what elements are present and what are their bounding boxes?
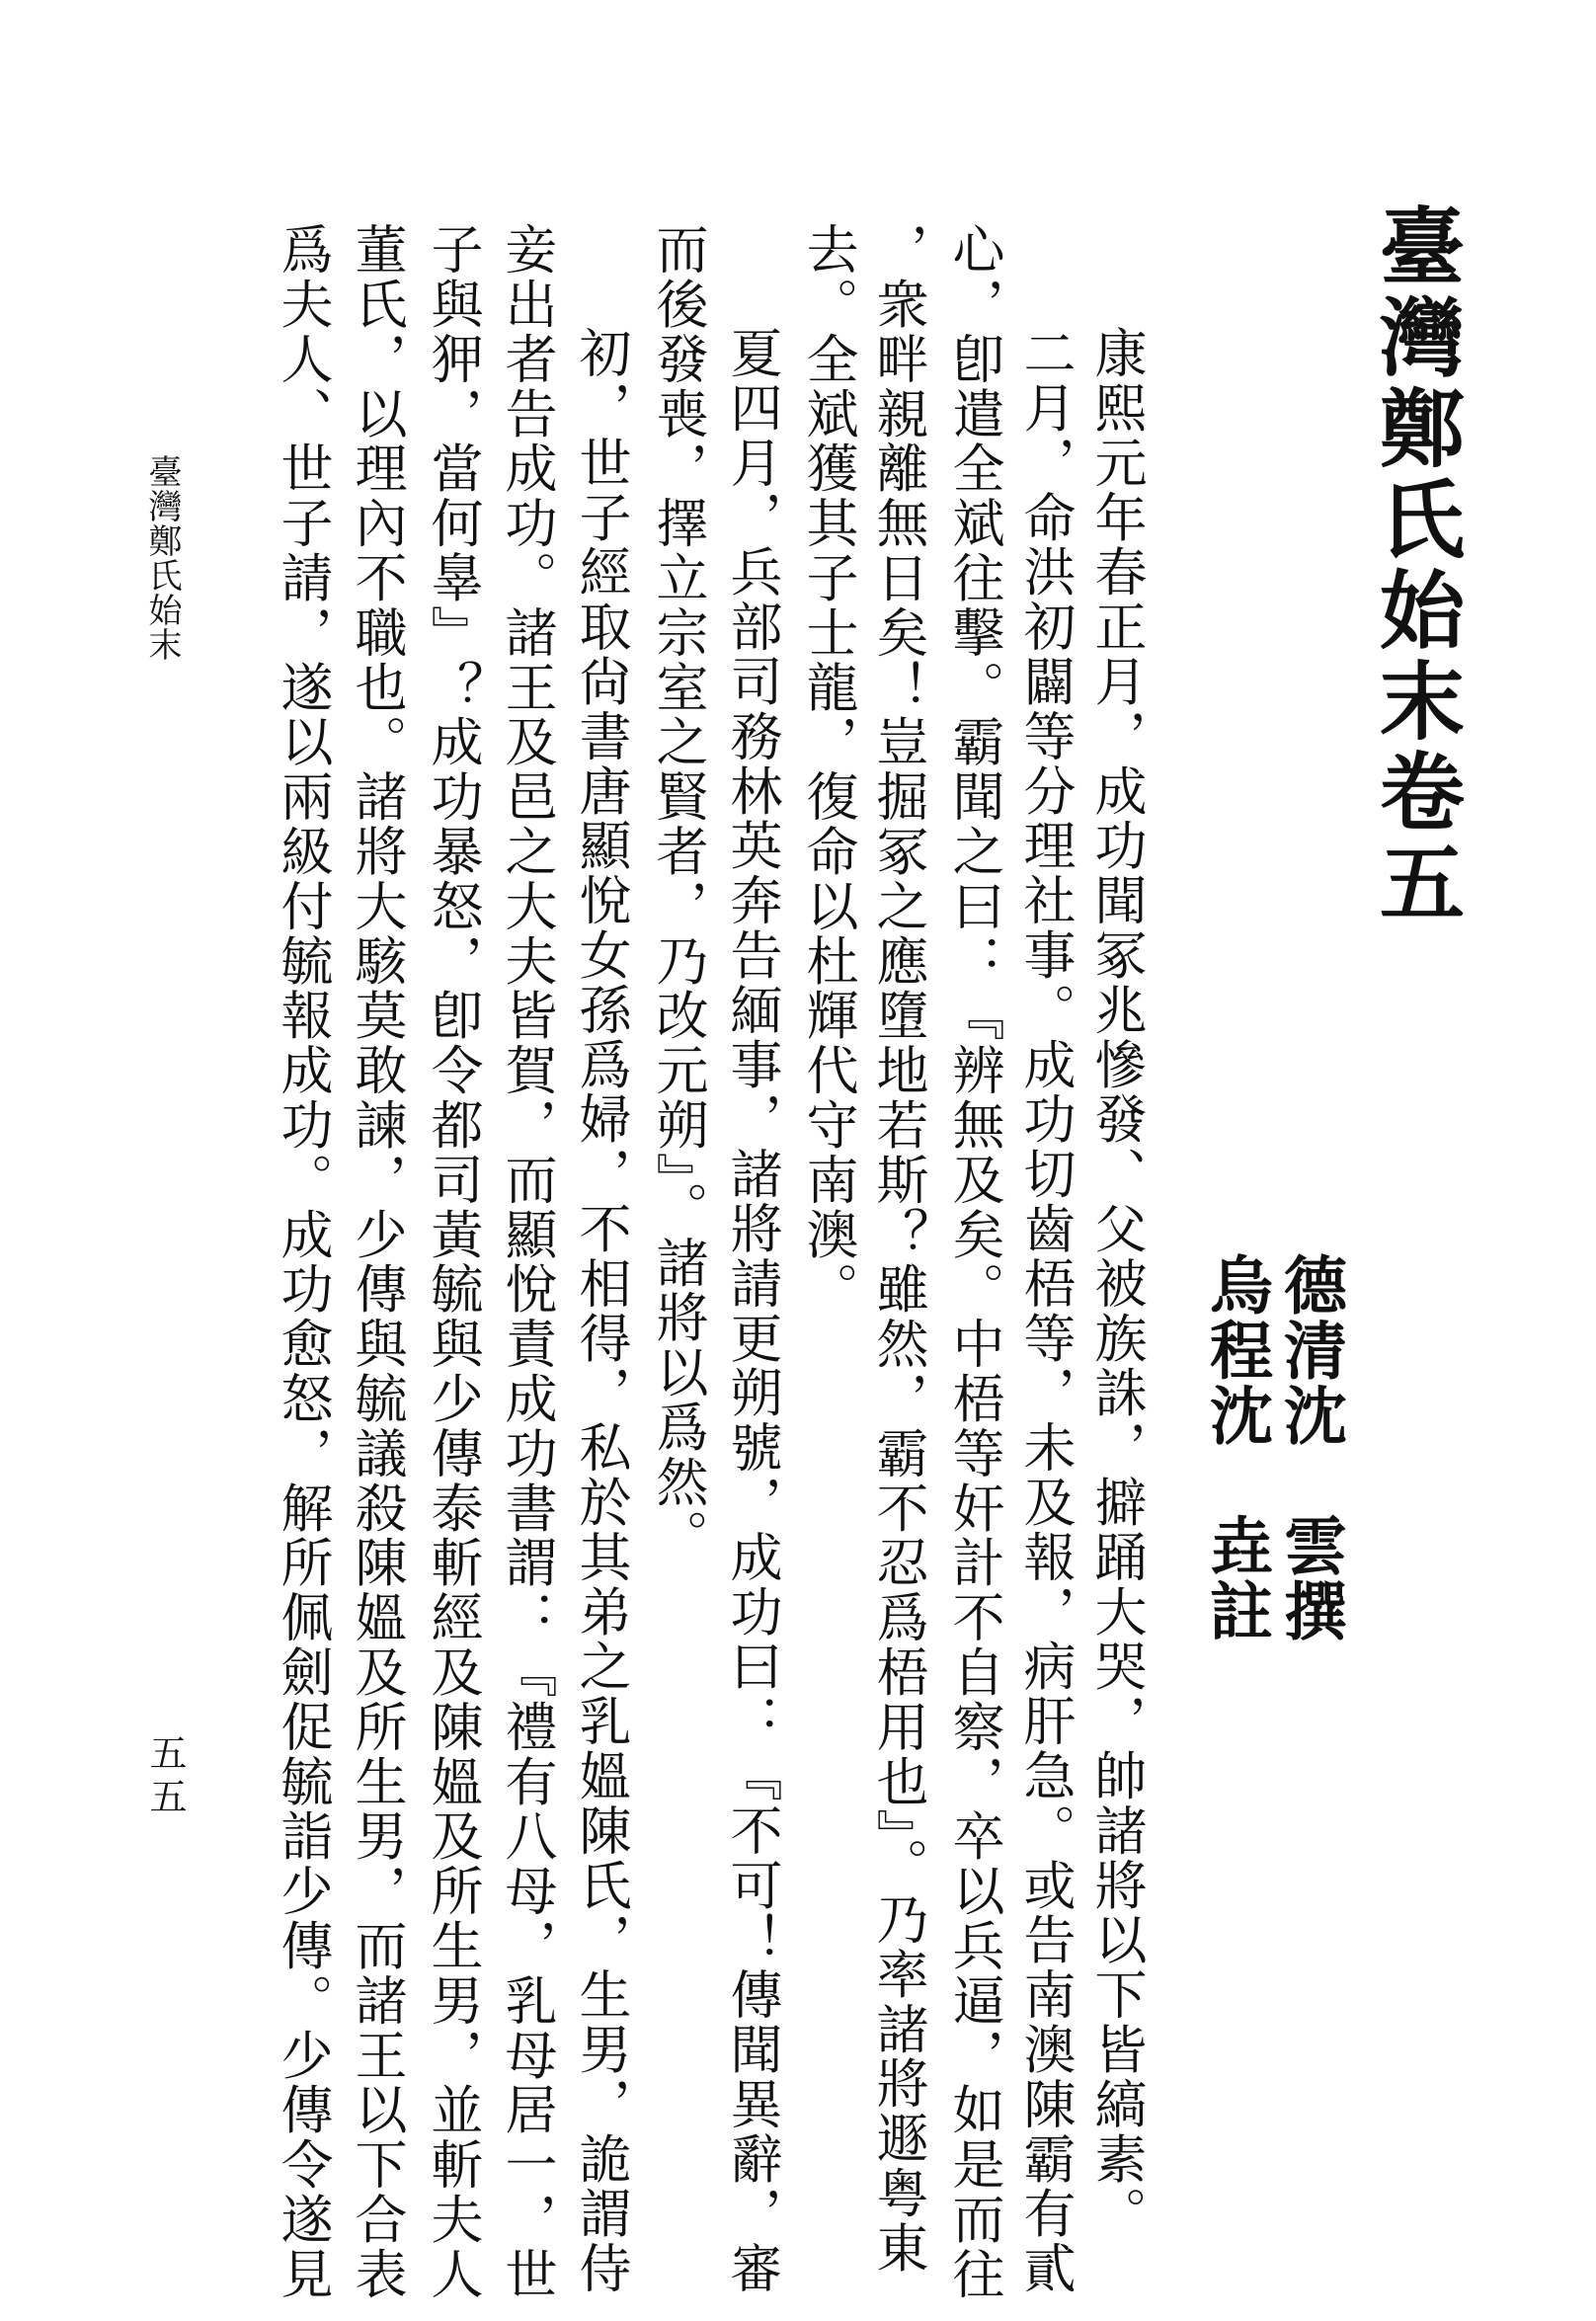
body-column-10: 子與狎，當何辠』？成功暴怒，卽令都司黃毓與少傳泰斬經及陳媼及所生男，並斬夫人: [423, 222, 483, 2302]
body-column-8: 初，世子經取尙書唐顯悅女孫爲婦，不相得，私於其弟之乳媼陳氏，生男，詭謂侍: [571, 326, 631, 2296]
body-column-1: 康熙元年春正月，成功聞冢兆慘發、父被族誅，擗踊大哭，帥諸將以下皆縞素。: [1086, 326, 1147, 2241]
body-column-5: 去。全斌獲其子士龍，復命以杜輝代守南澳。: [798, 222, 858, 1317]
chapter-title: 臺灣鄭氏始末卷五: [1365, 202, 1465, 929]
running-title: 臺灣鄭氏始末: [142, 454, 182, 662]
body-column-7: 而後發喪，擇立宗室之賢者，乃改元朔』。諸將以爲然。: [648, 222, 708, 1564]
body-column-6: 夏四月，兵部司務林英奔告緬事，諸將請更朔號，成功曰：『不可！傳聞異辭，審: [722, 326, 782, 2296]
body-column-12: 爲夫人、世子請，遂以兩級付毓報成功。成功愈怒，解所佩劍促毓詣少傳。少傳令遂見: [273, 222, 333, 2302]
author-line-1: 德清沈 雲撰: [1273, 1252, 1347, 1643]
author-line-2: 烏程沈 垚註: [1199, 1252, 1273, 1643]
page-number: 五五: [143, 1733, 187, 1820]
body-column-11: 董氏，以理內不職也。諸將大駭莫敢諫，少傳與毓議殺陳媼及所生男，而諸王以下合表: [347, 222, 407, 2302]
body-column-4: ，衆畔親離無日矣！豈掘冢之應墮地若斯？雖然，霸不忍爲梧用也』。乃率諸將遯粤東: [868, 222, 928, 2276]
body-column-3: 心，卽遣全斌往擊。霸聞之曰：『辨無及矣。中梧等奸計不自察，卒以兵逼，如是而往: [944, 222, 1004, 2302]
body-column-2: 二月，命洪初闢等分理社事。成功切齒梧等，未及報，病肝急。或告南澳陳霸有貳: [1015, 326, 1076, 2296]
body-column-9: 妾出者告成功。諸王及邑之大夫皆賀，而顯悅責成功書謂：『禮有八母，乳母居一，世: [497, 222, 557, 2302]
